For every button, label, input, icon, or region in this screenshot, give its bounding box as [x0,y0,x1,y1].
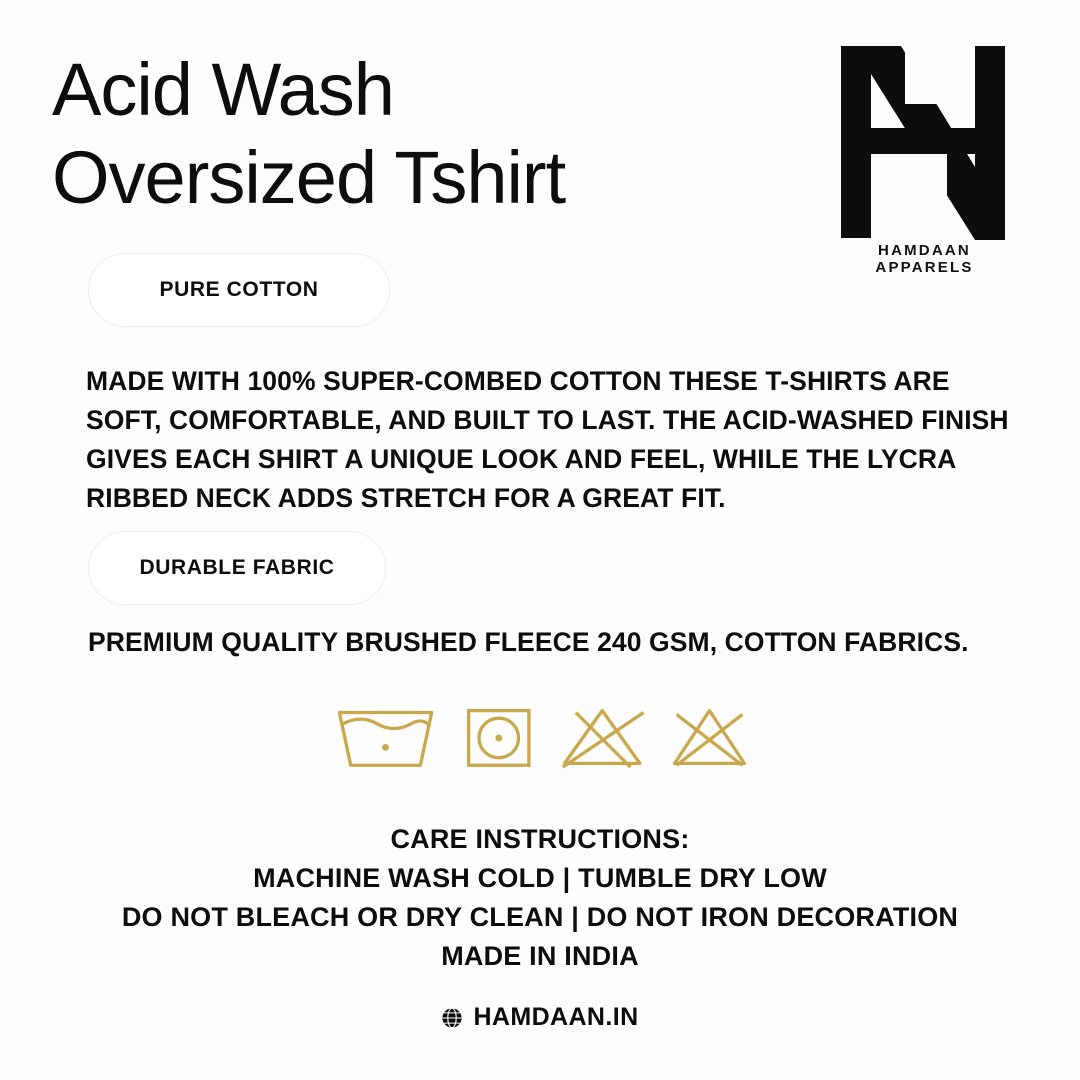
do-not-bleach-icon [557,697,647,777]
fabric-detail-text: PREMIUM QUALITY BRUSHED FLEECE 240 GSM, COTTON FABRICS. [88,627,969,657]
care-symbol-row [330,692,750,782]
care-instructions [0,820,1080,976]
badge-pure-cotton [88,253,390,327]
do-not-dry-clean-icon [669,697,750,777]
product-description: MADE WITH 100% SUPER-COMBED COTTON THESE T-SHIRTS ARE SOFT, COMFORTABLE, AND BUILT TO LAST. THE ACID-WASHED FINISH GIVES EACH SHIRT A UNIQUE LOOK AND FEEL, WHILE THE LYCRA RIBBED NECK ADDS STRETCH FOR A GREAT FIT. [86,366,1009,513]
footer [0,1003,1080,1032]
care-instructions-line-1: MACHINE WASH COLD | TUMBLE DRY LOW [253,863,827,893]
brand-logo [827,44,1022,276]
title-line-1: Acid Wash [52,48,394,131]
brand-logo-text: HAMDAAN APPARELS [875,242,974,276]
website-label[interactable]: HAMDAAN.IN [473,1003,639,1031]
hamdaan-logo-icon [835,44,1015,240]
page-title [52,46,752,222]
badge-pure-cotton-label: PURE COTTON [159,278,319,301]
machine-wash-icon [330,697,441,777]
care-instructions-line-3: MADE IN INDIA [441,941,639,971]
globe-icon [441,1007,463,1029]
care-instructions-line-2: DO NOT BLEACH OR DRY CLEAN | DO NOT IRON DECORATION [121,902,959,932]
tumble-dry-low-icon [463,697,535,777]
care-instructions-heading: CARE INSTRUCTIONS: [390,824,690,854]
badge-durable-fabric [88,531,386,605]
badge-durable-fabric-label: DURABLE FABRIC [139,556,335,579]
title-line-2: Oversized Tshirt [52,136,566,219]
